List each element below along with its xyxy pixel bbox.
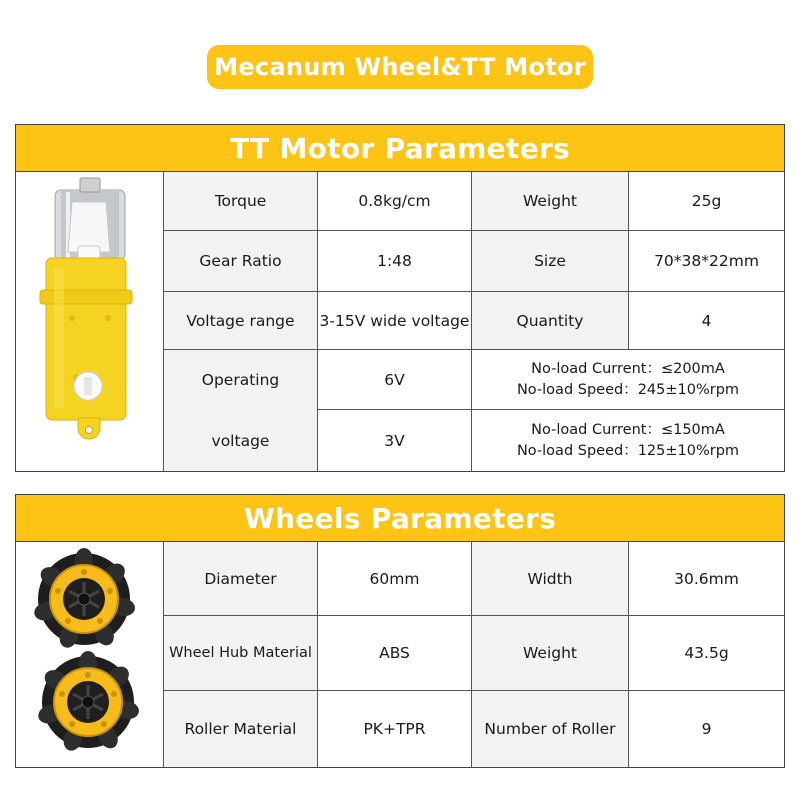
cell-number-of-roller-label: Number of Roller bbox=[472, 691, 629, 767]
tt-motor-image bbox=[16, 172, 164, 471]
cell-size-label: Size bbox=[472, 231, 629, 292]
cell-gear-ratio-label: Gear Ratio bbox=[164, 231, 318, 292]
wheels-parameters-table bbox=[15, 542, 785, 768]
cell-roller-material-value: PK+TPR bbox=[318, 691, 472, 767]
cell-wheel-weight-label: Weight bbox=[472, 616, 629, 691]
cell-6v-value: 6V bbox=[318, 350, 472, 410]
mecanum-wheel-images bbox=[16, 542, 164, 767]
6v-no-load-current: No-load Current：≤200mA bbox=[531, 360, 725, 377]
cell-voltage-range-value: 3-15V wide voltage bbox=[318, 292, 472, 350]
cell-quantity-value: 4 bbox=[629, 292, 784, 350]
cell-3v-specs bbox=[472, 410, 784, 471]
cell-weight-label: Weight bbox=[472, 172, 629, 231]
cell-3v-value: 3V bbox=[318, 410, 472, 471]
cell-width-value: 30.6mm bbox=[629, 542, 784, 616]
cell-number-of-roller-value: 9 bbox=[629, 691, 784, 767]
main-title: Mecanum Wheel&TT Motor bbox=[207, 45, 593, 89]
cell-size-value: 70*38*22mm bbox=[629, 231, 784, 292]
cell-width-label: Width bbox=[472, 542, 629, 616]
motor-section-title: TT Motor Parameters bbox=[15, 124, 785, 172]
cell-operating-voltage-label-top: Operating bbox=[164, 350, 318, 410]
cell-6v-specs bbox=[472, 350, 784, 410]
cell-torque-label: Torque bbox=[164, 172, 318, 231]
3v-no-load-current: No-load Current：≤150mA bbox=[531, 421, 725, 438]
3v-no-load-speed: No-load Speed：125±10%rpm bbox=[516, 442, 740, 459]
cell-diameter-label: Diameter bbox=[164, 542, 318, 616]
cell-roller-material-label: Roller Material bbox=[164, 691, 318, 767]
cell-torque-value: 0.8kg/cm bbox=[318, 172, 472, 231]
cell-wheel-hub-material-value: ABS bbox=[318, 616, 472, 691]
cell-quantity-label: Quantity bbox=[472, 292, 629, 350]
cell-weight-value: 25g bbox=[629, 172, 784, 231]
mecanum-wheel-illustration bbox=[16, 542, 163, 767]
cell-operating-voltage-label-bottom: voltage bbox=[164, 410, 318, 471]
motor-parameters-table bbox=[15, 172, 785, 472]
tt-motor-illustration bbox=[16, 172, 163, 471]
cell-gear-ratio-value: 1:48 bbox=[318, 231, 472, 292]
wheels-section-title: Wheels Parameters bbox=[15, 494, 785, 542]
cell-wheel-weight-value: 43.5g bbox=[629, 616, 784, 691]
cell-diameter-value: 60mm bbox=[318, 542, 472, 616]
6v-no-load-speed: No-load Speed：245±10%rpm bbox=[516, 381, 740, 398]
cell-wheel-hub-material-label: Wheel Hub Material bbox=[164, 616, 318, 691]
cell-voltage-range-label: Voltage range bbox=[164, 292, 318, 350]
